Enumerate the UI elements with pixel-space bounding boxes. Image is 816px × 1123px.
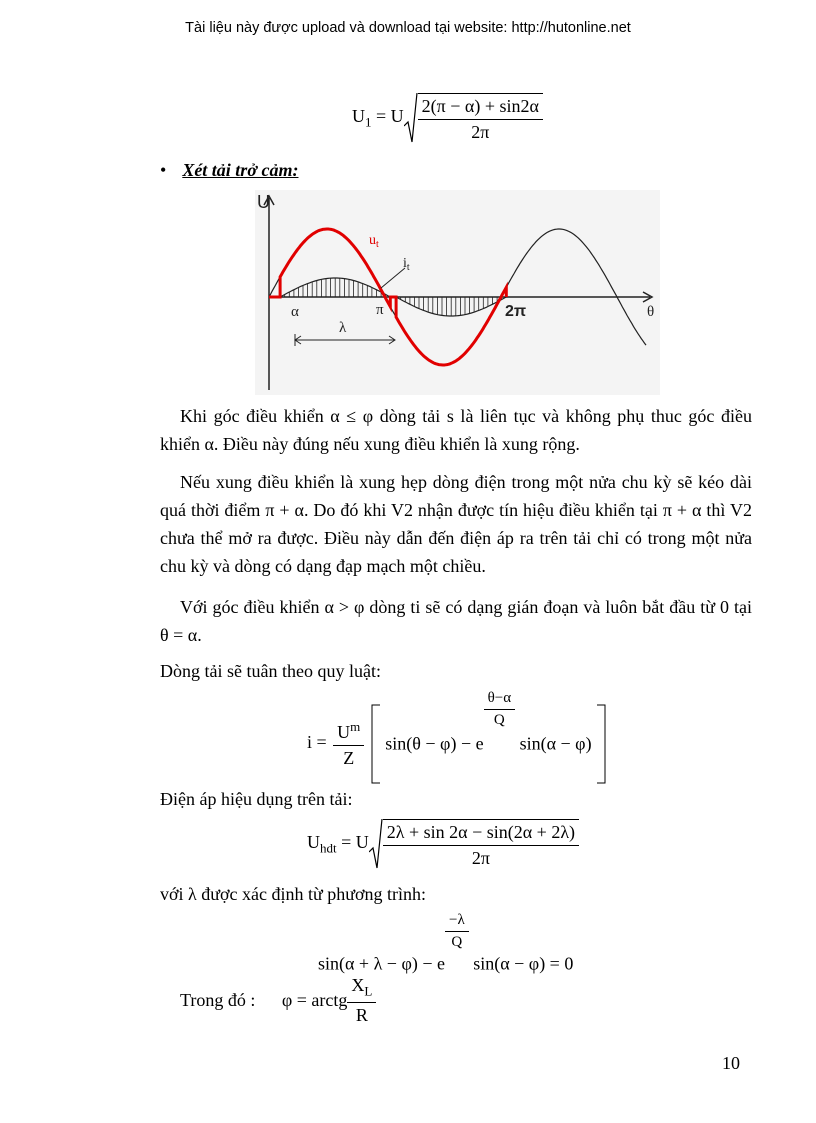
bullet-icon: • [160, 160, 167, 180]
eq3-lhs: U [307, 832, 320, 853]
eq5-fraction [347, 975, 376, 1026]
axis-x-label: θ [647, 304, 655, 320]
eq2-exponent [484, 690, 516, 729]
eq3-lhs-sub: hdt [320, 840, 337, 856]
paragraph-6: với λ được xác định từ phương trình: [160, 884, 427, 904]
paragraph-5: Điện áp hiệu dụng trên tải: [160, 789, 353, 809]
eq3-sqrt [369, 818, 579, 870]
eq4-exp-num: −λ [445, 912, 469, 932]
label-ut: $u_t$ [369, 233, 379, 250]
eq1-lhs: U [352, 106, 365, 127]
equation-lambda [318, 912, 573, 974]
label-lambda: λ [339, 320, 347, 336]
equation-u1 [352, 92, 543, 144]
eq5-lhs: φ = arctg [281, 989, 348, 1010]
eq1-denominator: 2π [471, 122, 490, 142]
eq2-denominator: Z [343, 747, 355, 768]
paragraph-3: Với góc điều khiển α > φ dòng ti sẽ có dạng gián đoạn và luôn bắt đầu từ 0 tại θ = α. [160, 597, 752, 645]
eq3-numerator: 2λ + sin 2α − sin(2α + 2λ) [383, 822, 579, 846]
eq3-denominator: 2π [471, 848, 490, 868]
waveform-svg [255, 190, 660, 395]
figure-background [255, 190, 660, 395]
paragraph-2: Nếu xung điều khiển là xung hẹp dòng điện trong một nửa chu kỳ sẽ kéo dài quá thời điểm π + α. Do đó khi V2 nhận được tín hiệu điều khiển tại π + α thì V2 chưa thể mở ra được. Điều này dẫn đến điện áp ra trên tải chỉ có trong một nửa chu kỳ và dòng có dạng đạp mạch một chiều. [160, 472, 752, 576]
waveform-figure [255, 190, 660, 395]
equation-uhdt [307, 818, 579, 870]
eq2-fraction [333, 719, 364, 769]
label-alpha: α [291, 304, 299, 320]
eq2-lhs: i = [307, 732, 327, 752]
section-title: Xét tải trở cảm: [182, 160, 299, 180]
radical-icon [369, 818, 383, 870]
eq4-exponent [445, 912, 469, 951]
eq2-term1: sin(θ − φ) − e [385, 733, 484, 754]
eq5-label: Trong đó : [180, 989, 256, 1010]
label-pi: π [376, 302, 384, 318]
equation-current [307, 690, 606, 784]
label-2pi: 2π [505, 303, 527, 320]
page-number: 10 [722, 1053, 740, 1073]
radical-icon [404, 92, 418, 144]
eq5-denominator: R [355, 1004, 368, 1025]
eq3-equals: = U [341, 832, 369, 853]
axis-y-label: U [257, 192, 270, 212]
eq2-numerator-sup: m [350, 718, 361, 734]
eq4-term1: sin(α + λ − φ) − e [318, 953, 445, 974]
page-header: Tài liệu này được upload và download tại website: http://hutonline.net [185, 20, 631, 36]
eq2-numerator: U [337, 721, 351, 742]
equation-phi [180, 975, 376, 1026]
eq1-sqrt [404, 92, 543, 144]
paragraph-4: Dòng tải sẽ tuân theo quy luật: [160, 661, 381, 681]
left-bracket-icon [371, 704, 381, 784]
right-bracket-icon [596, 704, 606, 784]
label-it: $i_t$ [403, 256, 410, 273]
eq4-term2: sin(α − φ) = 0 [473, 953, 574, 974]
eq2-term2: sin(α − φ) [519, 733, 592, 754]
eq5-numerator: X [351, 975, 365, 995]
paragraph-1: Khi góc điều khiển α ≤ φ dòng tải s là liên tục và không phụ thuc góc điều khiển α. Điều này đúng nếu xung điều khiển là xung rộng. [160, 406, 752, 454]
eq2-exp-den: Q [493, 712, 505, 728]
eq2-exp-num: θ−α [484, 690, 516, 710]
eq1-numerator: 2(π − α) + sin2α [418, 96, 543, 120]
eq5-numerator-sub: L [364, 983, 373, 999]
eq4-exp-den: Q [451, 934, 463, 950]
eq1-lhs-sub: 1 [365, 114, 372, 130]
eq1-equals: = U [376, 106, 404, 127]
section-heading [160, 160, 298, 181]
